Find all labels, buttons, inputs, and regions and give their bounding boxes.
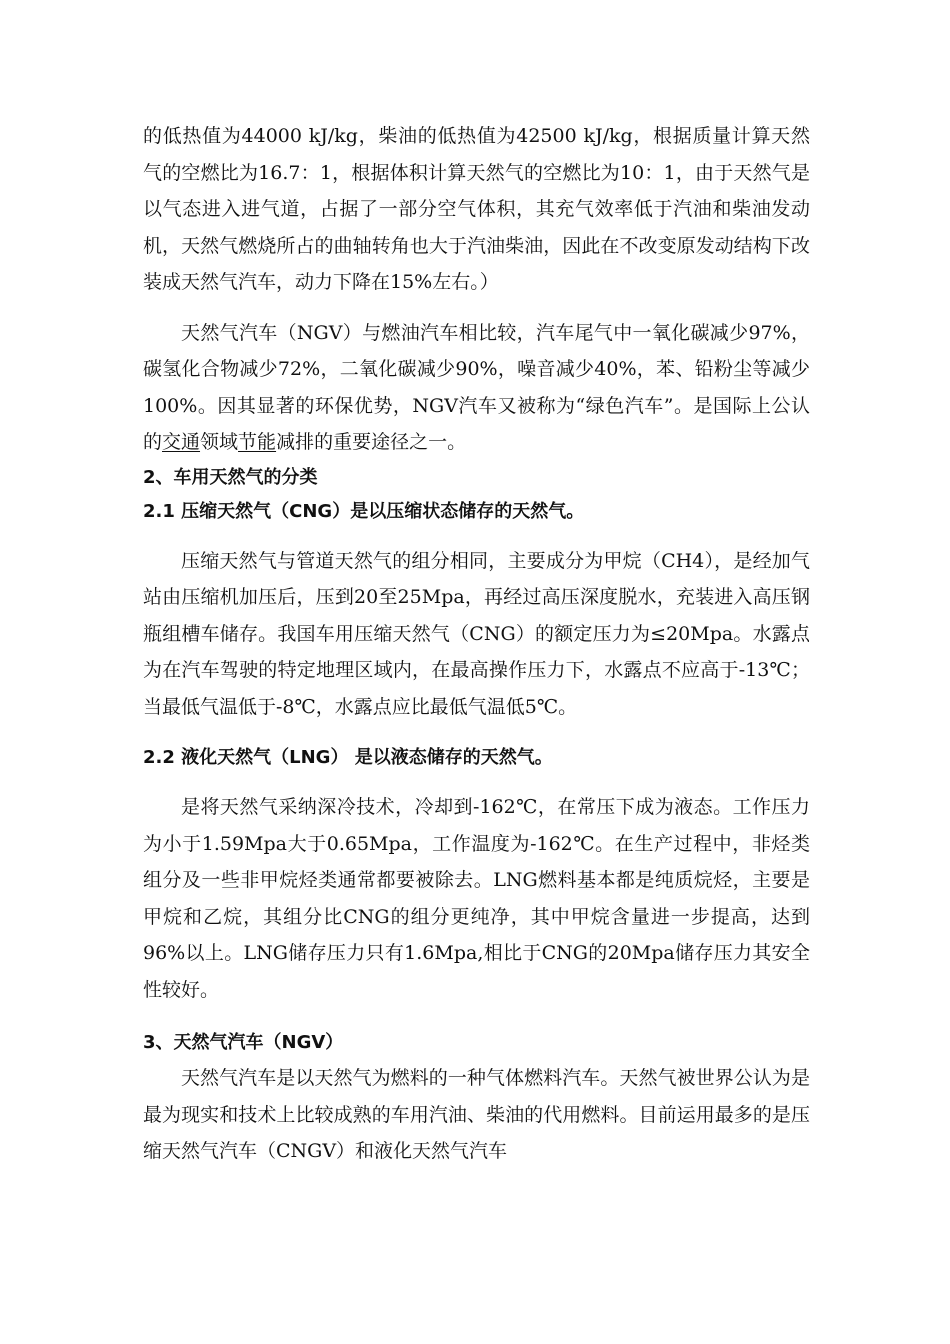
link-energy-saving[interactable]: 节能 [238,431,277,453]
heading-ngv: 3、天然气汽车（NGV） [143,1032,344,1053]
link-transport[interactable]: 交通 [162,431,201,453]
document-page [143,118,810,1170]
paragraph-emissions-text-2: 领域 [200,431,239,453]
paragraph-emissions-text-3: 减排的重要途径之一。 [276,431,467,453]
paragraph-emissions [143,315,810,461]
paragraph-emissions-text: 天然气汽车（NGV）与燃油汽车相比较，汽车尾气中一氧化碳减少97%，碳氢化合物减少72%，二氧化碳减少90%，噪音减少40%，苯、铅粉尘等减少100%。因其显著的环保优势，NGV汽车又被称为“绿色汽车”。是国际上公认的 [143,321,810,453]
paragraph-ngv: 天然气汽车是以天然气为燃料的一种气体燃料汽车。天然气被世界公认为是最为现实和技术上比较成熟的车用汽油、柴油的代用燃料。目前运用最多的是压缩天然气汽车（CNGV）和液化天然气汽车 [143,1067,810,1162]
heading-cng: 2.1 压缩天然气（CNG）是以压缩状态储存的天然气。 [143,500,585,522]
heading-lng: 2.2 液化天然气（LNG） 是以液态储存的天然气。 [143,747,553,768]
paragraph-cng: 压缩天然气与管道天然气的组分相同，主要成分为甲烷（CH4），是经加气站由压缩机加压后，压到20至25Mpa，再经过高压深度脱水，充装进入高压钢瓶组槽车储存。我国车用压缩天然气（CNG）的额定压力为≤20Mpa。水露点为在汽车驾驶的特定地理区域内，在最高操作压力下，水露点不应高于-13℃；当最低气温低于-8℃，水露点应比最低气温低5℃。 [143,549,810,718]
paragraph-heating-value: 的低热值为44000 kJ/kg，柴油的低热值为42500 kJ/kg，根据质量计算天然气的空燃比为16.7：1，根据体积计算天然气的空燃比为10：1，由于天然气是以气态进入进气道，占据了一部分空气体积，其充气效率低于汽油和柴油发动机，天然气燃烧所占的曲轴转角也大于汽油柴油，因此在不改变原发动结构下改装成天然气汽车，动力下降在15%左右。） [143,125,810,293]
paragraph-lng: 是将天然气采纳深冷技术，冷却到-162℃，在常压下成为液态。工作压力为小于1.59Mpa大于0.65Mpa，工作温度为-162℃。在生产过程中，非烃类组分及一些非甲烷烃类通常都要被除去。LNG燃料基本都是纯质烷烃，主要是甲烷和乙烷，其组分比CNG的组分更纯净，其中甲烷含量进一步提高，达到96%以上。LNG储存压力只有1.6Mpa,相比于CNG的20Mpa储存压力其安全性较好。 [143,796,810,1001]
heading-classification: 2、车用天然气的分类 [143,466,318,488]
